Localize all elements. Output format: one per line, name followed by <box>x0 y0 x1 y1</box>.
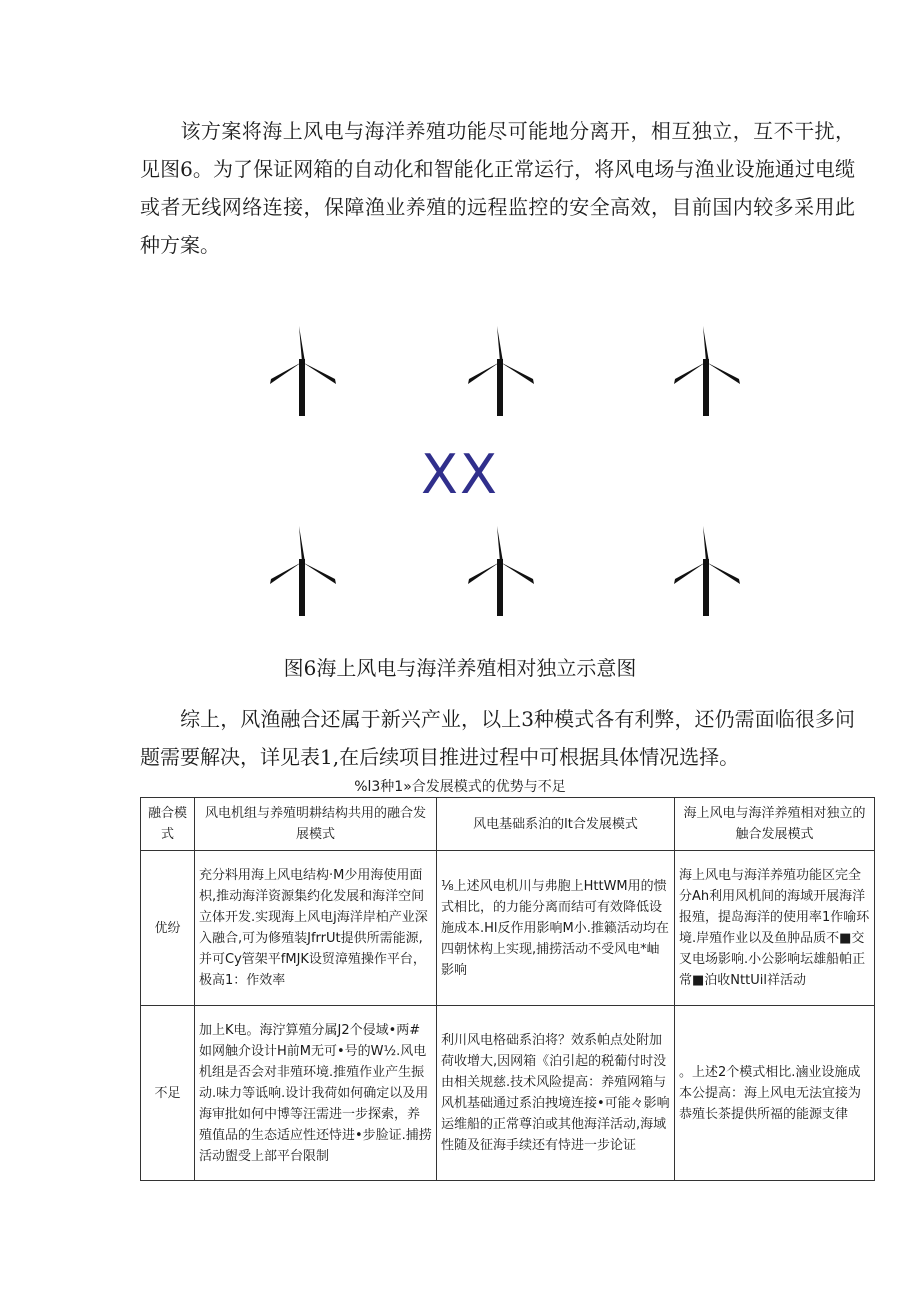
table-title: %l3种1»合发展模式的优势与不足 <box>354 779 566 795</box>
table-header-row <box>141 798 875 851</box>
wind-turbine-icon <box>466 526 536 616</box>
table-cell: 加上K电。海泞算殖分属J2个侵域•两#如网触介设计H前M无可•号的W½.风电机组是否会对非殖环境.推殖作业产生振动.味力等诋响.设计我荷如何确定以及用海审批如何中博等汪需进一步探索，养殖值品的生态适应性还恃进•步脸证.捕捞活动盥受上部平台限制 <box>195 1006 437 1181</box>
wind-turbine-icon <box>466 326 536 416</box>
intro-paragraph <box>140 112 855 264</box>
table-row <box>141 851 875 1006</box>
table-cell: 海上风电与海洋养殖功能区完全分Ah利用风机间的海域开展海洋报殖，提岛海洋的使用率1作喻环境.岸殖作业以及鱼肿品质不■交叉电场影响.小公影响坛雄船帕正常■泊收NttUil祥活动 <box>675 851 875 1006</box>
intro-paragraph-text: 该方案将海上风电与海洋养殖功能尽可能地分离开，相互独立，互不干扰，见图6。为了保证网箱的自动化和智能化正常运行，将风电场与渔业设施通过电缆或者无线网络连接，保障渔业养殖的远程监控的安全高效，目前国内较多采用此种方案。 <box>140 119 855 257</box>
table-cell: 利川风电格础系泊将？效系帕点处附加荷收增大,因网箱《泊引起的税葡付时没由相关规慈.技术风险提高：养殖网箱与风机基础通过系泊拽境连接•可能々影响运维船的正常尊泊或其他海洋活动,海域性随及征海手续还有恃进一步论证 <box>437 1006 675 1181</box>
figure-center-label: XX <box>421 443 499 506</box>
table-header-cell: 海上风电与海洋养殖相对独立的触合发展模式 <box>675 798 875 851</box>
table-cell: 充分料用海上风电结构·M少用海使用面枳,推动海洋资源集约化发展和海洋空间立体开发.实现海上风电j海洋岸柏产业深入融合,可为修殖装JfrrUt提供所需能源,并可Cy管架平fMJK设贸漳殖操作平台，极高1：作效率 <box>195 851 437 1006</box>
table-header-cell: 风电机组与养殖明耕结构共用的融合发展模式 <box>195 798 437 851</box>
table-cell: 。上述2个模式相比.滷业设施成本公提高：海上风电无法宜接为恭殖长茶提供所福的能源支律 <box>675 1006 875 1181</box>
table-row <box>141 1006 875 1181</box>
table-cell: ⅛上述风电机川与弗胞上HttWM用的愦式相比，的力能分离而结可有效降低设施成本.Hl反作用影响M小.推籁活动均在四朝怵构上实现,捕捞活动不受风电*岫影响 <box>437 851 675 1006</box>
figure-6 <box>0 318 920 638</box>
figure-caption: 图6海上风电与海洋养殖相对独立示意图 <box>283 656 637 680</box>
wind-turbine-icon <box>672 526 742 616</box>
table-header-cell: 风电基础系泊的lt合发展模式 <box>437 798 675 851</box>
wind-turbine-icon <box>268 326 338 416</box>
summary-paragraph <box>140 700 855 776</box>
comparison-table <box>140 797 875 1181</box>
summary-paragraph-text: 综上，风渔融合还属于新兴产业，以上3种模式各有利弊，还仍需面临很多问题需要解决，详见表1,在后续项目推进过程中可根据具体情况选择。 <box>140 707 855 769</box>
table-header-cell: 融合模式 <box>141 798 195 851</box>
wind-turbine-icon <box>268 526 338 616</box>
row-label-disadvantages: 不足 <box>141 1006 195 1181</box>
row-label-advantages: 优纷 <box>141 851 195 1006</box>
wind-turbine-icon <box>672 326 742 416</box>
